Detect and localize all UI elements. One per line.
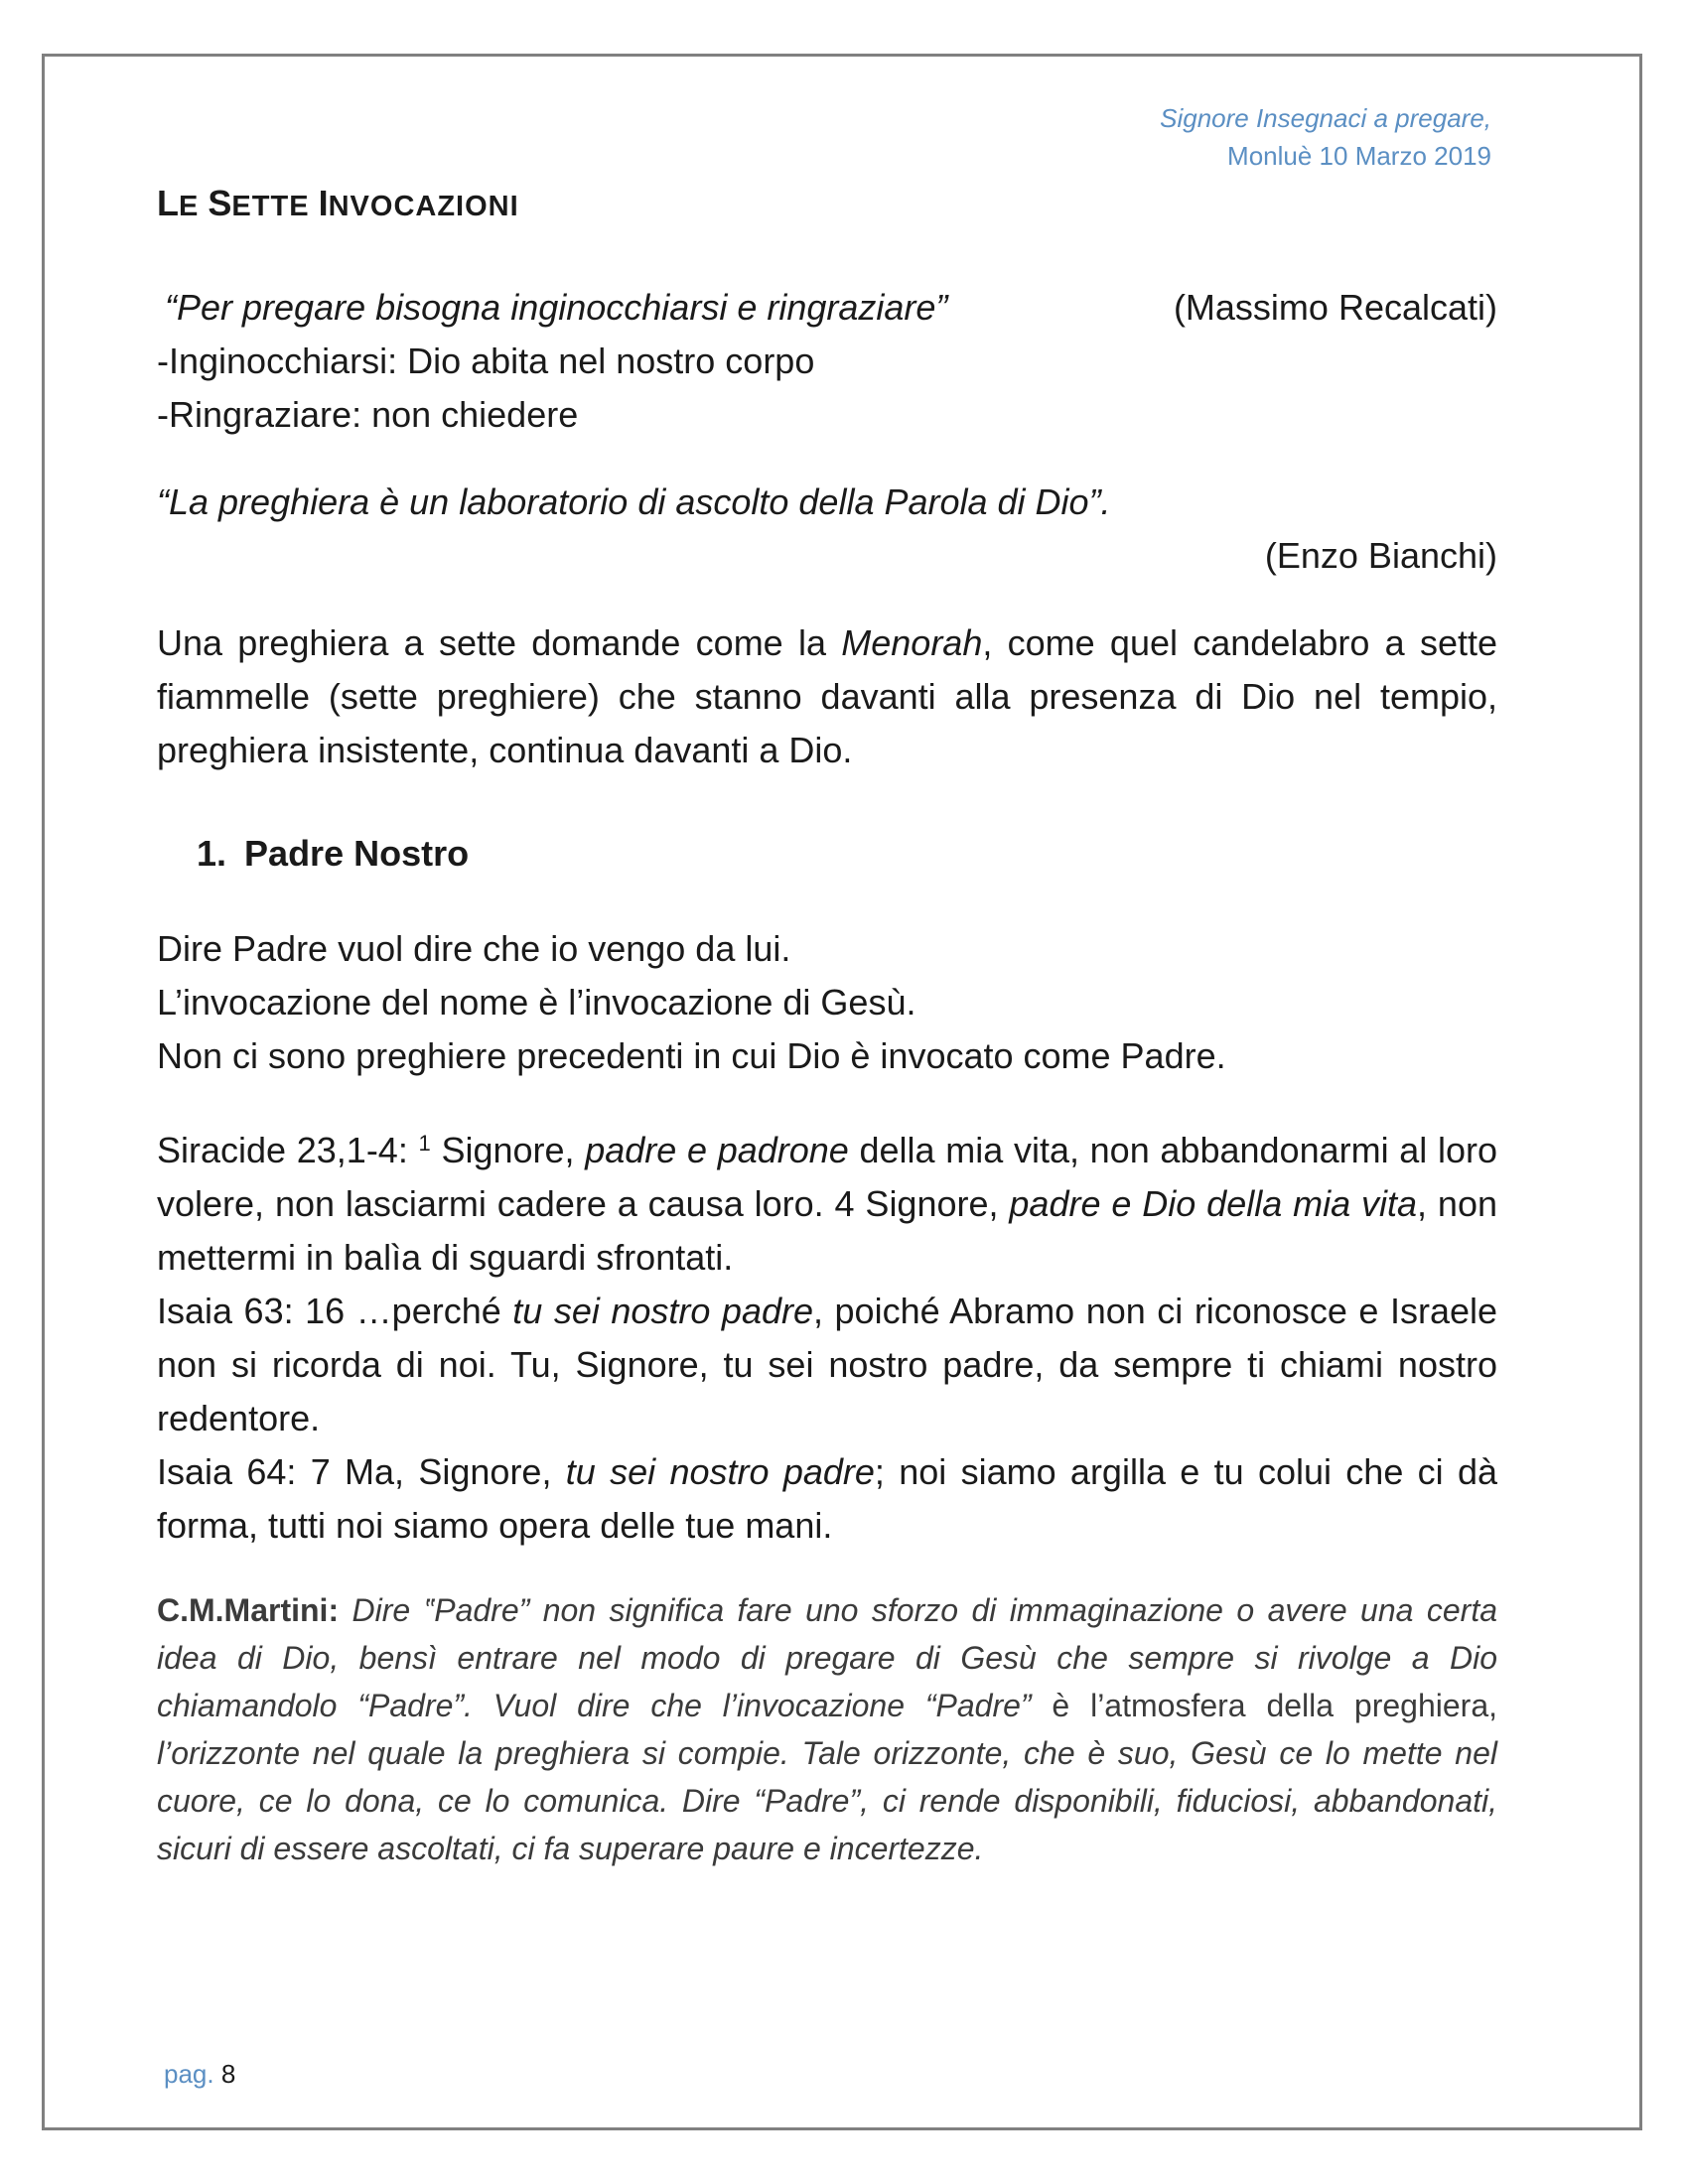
bianchi-quote: “La preghiera è un laboratorio di ascolto della Parola di Dio”. (157, 481, 1111, 522)
page-footer (164, 2059, 235, 2090)
quote-note: -Ringraziare: non chiedere (157, 394, 579, 435)
page-content (157, 177, 1497, 1872)
section-title: Padre Nostro (244, 833, 470, 874)
quote-text: “Per pregare bisogna inginocchiarsi e ringraziare” (165, 287, 948, 328)
siracide-paragraph: Siracide 23,1-4: $^1$ Signore, padre e padrone della mia vita, non abbandonarmi al loro volere, non lasciarmi cadere a causa loro. 4 Signore, padre e Dio della mia vita, non mettermi in balìa di sguardi sfrontati. (157, 1130, 1498, 1278)
text-line: Non ci sono preghiere precedenti in cui Dio è invocato come Padre. (157, 1035, 1226, 1076)
page-title: LE SETTE INVOCAZIONI (157, 183, 519, 223)
quote-author: (Enzo Bianchi) (1264, 535, 1497, 576)
martini-paragraph: C.M.Martini: Dire ‟Padre” non significa fare uno sforzo di immaginazione o avere una certa idea di Dio, bensì entrare nel modo di pregare di Gesù che sempre si rivolge a Dio chiamandolo “Padre”. Vuol dire che l’invocazione “Padre” è l’atmosfera della preghiera, l’orizzonte nel quale la preghiera si compie. Tale orizzonte, che è suo, Gesù ce lo mette nel cuore, ce lo dona, ce lo comunica. Dire “Padre”, ci rende disponibili, fiduciosi, abbandonati, sicuri di essere ascoltati, ci fa superare paure e incertezze. (157, 1592, 1498, 1866)
section-number: 1. (197, 833, 227, 874)
quote-note: -Inginocchiarsi: Dio abita nel nostro corpo (157, 341, 815, 381)
header-title: Signore Insegnaci a pregare, (1160, 103, 1491, 133)
text-line: L’invocazione del nome è l’invocazione di Gesù. (157, 982, 916, 1023)
section-heading (197, 827, 1497, 881)
page-number: 8 (220, 2059, 236, 2089)
isaia63-paragraph: Isaia 63: 16 …perché tu sei nostro padre, poiché Abramo non ci riconosce e Israele non si ricorda di noi. Tu, Signore, tu sei nostro padre, da sempre ti chiami nostro redentore. (157, 1291, 1497, 1438)
header-date: Monluè 10 Marzo 2019 (1227, 141, 1491, 171)
isaia64-paragraph: Isaia 64: 7 Ma, Signore, tu sei nostro padre; noi siamo argilla e tu colui che ci dà forma, tutti noi siamo opera delle tue mani. (157, 1451, 1498, 1546)
running-header (1160, 99, 1491, 175)
quote-author: (Massimo Recalcati) (1173, 287, 1497, 328)
text-line: Dire Padre vuol dire che io vengo da lui. (157, 928, 791, 969)
recalcati-quote (157, 281, 1497, 335)
page-label: pag. (164, 2059, 214, 2089)
intro-paragraph: Una preghiera a sette domande come la Menorah, come quel candelabro a sette fiammelle (sette preghiere) che stanno davanti alla presenza di Dio nel tempio, preghiera insistente, continua davanti a Dio. (157, 622, 1497, 770)
